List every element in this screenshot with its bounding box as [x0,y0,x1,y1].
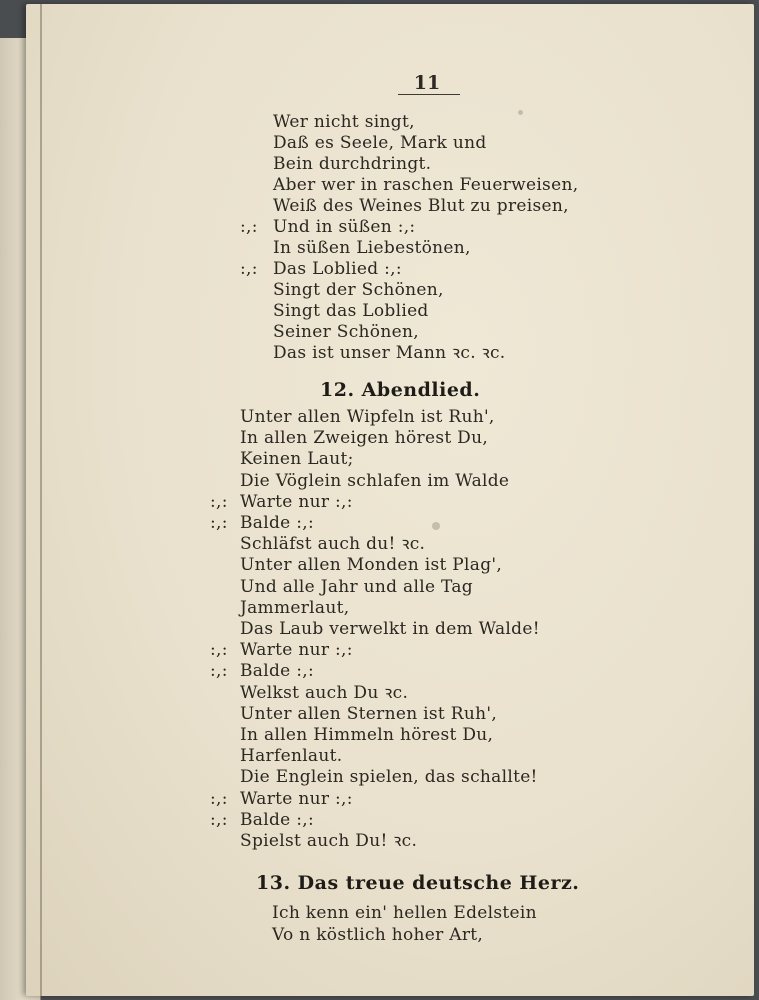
repeat-mark: :,: [240,217,258,237]
verse-line: Unter allen Sternen ist Ruh', [240,703,498,724]
verse-line: Die Vöglein schlafen im Walde [240,470,510,491]
verse-line: In allen Himmeln hörest Du, [240,725,494,745]
verse-line: Balde :,: [240,513,314,533]
repeat-mark: :,: [210,491,228,512]
verse-line: Singt der Schönen, [273,280,444,300]
verse-line: Singt das Loblied [273,301,429,321]
verse-line: Keinen Laut; [240,449,354,470]
page-number: 11 [413,72,441,94]
book-page [26,4,754,996]
verse-line: In süßen Liebestönen, [273,238,471,258]
verse-line: Ich kenn ein' hellen Edelstein [272,903,537,923]
repeat-mark: :,: [210,640,228,661]
verse-line: In allen Zweigen hörest Du, [240,428,489,449]
verse-line: Bein durchdringt. [273,154,432,174]
verse-line: Das Laub verwelkt in dem Walde! [240,619,540,639]
verse-line: Weiß des Weines Blut zu preisen, [273,196,569,216]
verse-line: Das ist unser Mann ꝛc. ꝛc. [273,343,506,363]
verse-line: Welkst auch Du ꝛc. [240,682,409,703]
song-12-heading: 12. Abendlied. [320,379,481,401]
verse-line: Und in süßen :,: [273,217,416,237]
repeat-mark: :,: [210,809,228,830]
verse-line: Vo n köstlich hoher Art, [272,925,484,945]
repeat-mark: :,: [210,513,228,533]
verse-line: Aber wer in raschen Feuerweisen, [273,175,579,195]
page-gutter-line [40,4,42,996]
verse-line: Harfenlaut. [240,746,343,767]
repeat-mark: :,: [210,788,228,809]
verse-line: Warte nur :,: [240,788,353,809]
verse-line: Warte nur :,: [240,491,353,512]
paper-stain [518,110,523,115]
verse-line: Das Loblied :,: [273,259,402,279]
repeat-mark: :,: [210,661,228,682]
verse-line: Daß es Seele, Mark und [273,133,487,153]
paper-stain [432,522,440,530]
verse-line: Spielst auch Du! ꝛc. [240,831,418,851]
verse-line: Wer nicht singt, [273,112,415,132]
verse-line: Unter allen Wipfeln ist Ruh', [240,407,495,427]
verse-line: Die Englein spielen, das schallte! [240,767,538,788]
verse-line: Schläfst auch du! ꝛc. [240,534,426,555]
verse-line: Jammerlaut, [240,597,350,618]
verse-line: Unter allen Monden ist Plag', [240,555,503,576]
song-13-heading: 13. Das treue deutsche Herz. [256,872,580,894]
verse-line: Seiner Schönen, [273,322,419,342]
verse-line: Warte nur :,: [240,640,353,661]
repeat-mark: :,: [240,259,258,279]
verse-line: Balde :,: [240,661,314,682]
verse-line: Und alle Jahr und alle Tag [240,576,473,597]
page-number-rule [398,94,460,95]
verse-line: Balde :,: [240,809,314,830]
